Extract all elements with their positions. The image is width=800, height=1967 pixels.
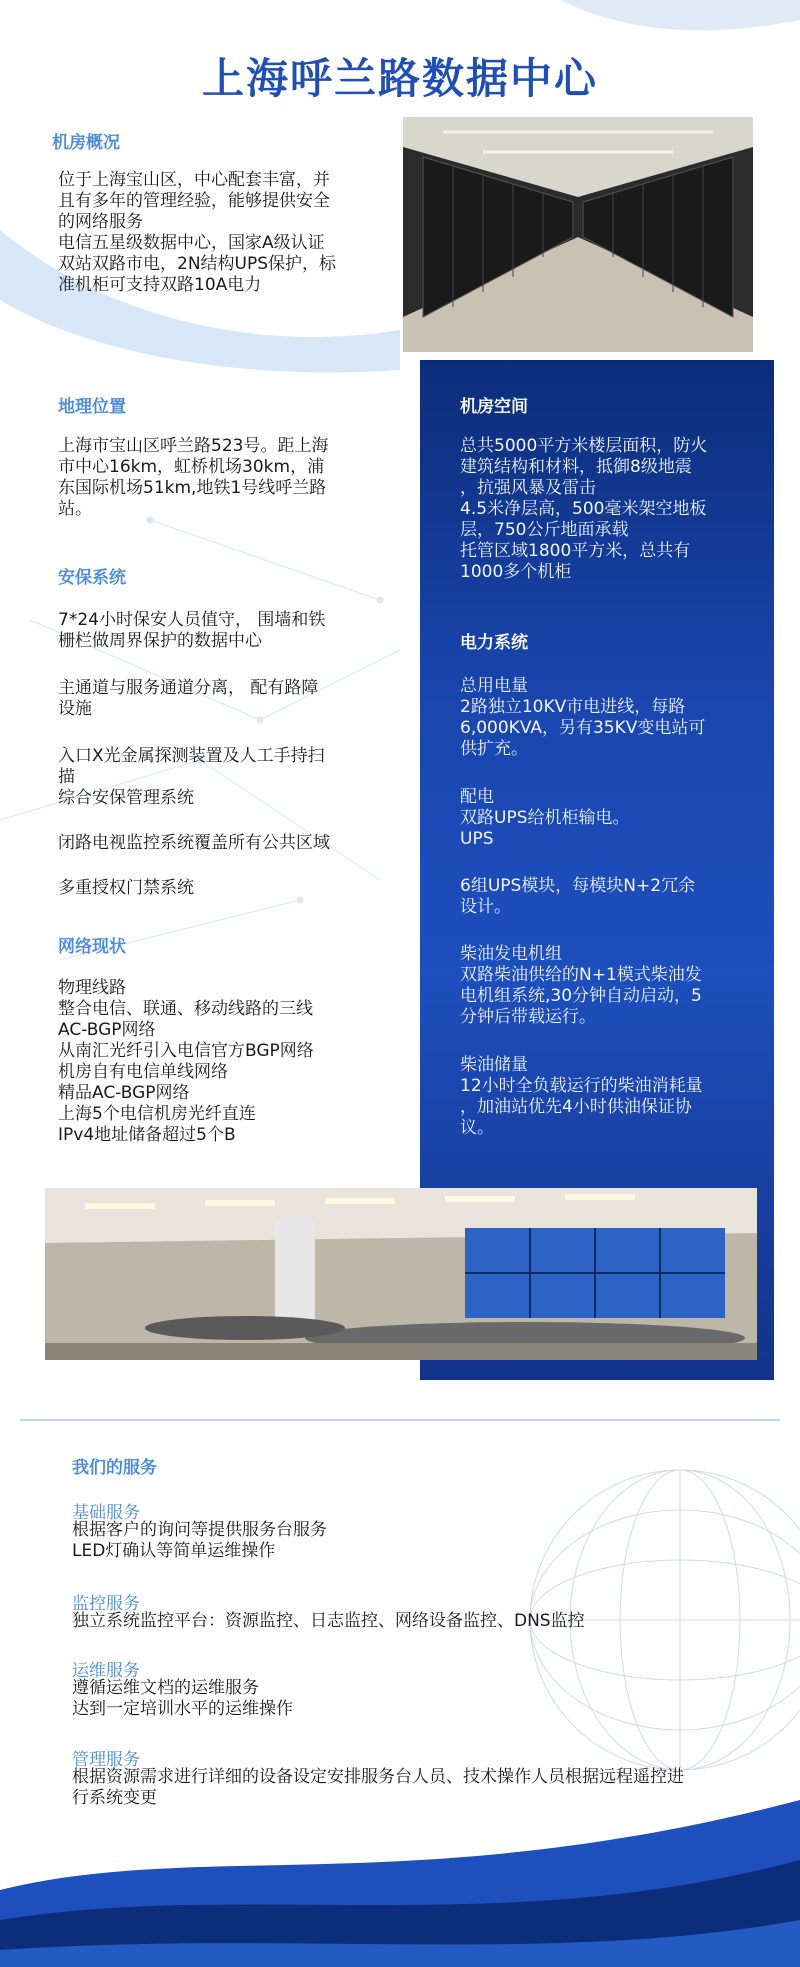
network-text: 物理线路 整合电信、联通、移动线路的三线 AC-BGP网络 从南汇光纤引入电信官方BGP网络 机房自有电信单线网络 精品AC-BGP网络 上海5个电信机房光纤直连 IPv4地址储备超过5个B [58,978,314,1145]
service-title: 基础服务 [72,1503,140,1523]
security-item: 7*24小时保安人员值守， 围墙和铁 栅栏做周界保护的数据中心 [58,610,326,651]
service-text: 根据客户的询问等提供服务台服务 LED灯确认等简单运维操作 [72,1520,327,1561]
security-item: 闭路电视监控系统覆盖所有公共区域 [58,833,330,853]
bottom-wave-decoration [0,1780,800,1967]
server-room-photo [403,117,753,352]
security-item: 入口X光金属探测装置及人工手持扫 描 综合安保管理系统 [58,746,325,808]
network-heading: 网络现状 [58,937,126,957]
power-item: 柴油储量 12小时全负载运行的柴油消耗量 ，加油站优先4小时供油保证协 议。 [460,1055,703,1138]
power-item: 6组UPS模块，每模块N+2冗余 设计。 [460,876,696,917]
power-item: 柴油发电机组 双路柴油供给的N+1模式柴油发 电机组系统,30分钟自动启动，5 分钟后带载运行。 [460,944,702,1027]
service-text: 遵循运维文档的运维服务 达到一定培训水平的运维操作 [72,1678,293,1719]
service-title: 运维服务 [72,1661,140,1681]
location-text: 上海市宝山区呼兰路523号。距上海 市中心16km，虹桥机场30km，浦 东国际机场51km,地铁1号线呼兰路 站。 [58,436,329,519]
space-text: 总共5000平方米楼层面积，防火 建筑结构和材料，抵御8级地震 ，抗强风暴及雷击 4.5米净层高，500毫米架空地板 层，750公斤地面承载 托管区域1800平方米，总共有 1000多个机柜 [460,436,708,582]
space-heading: 机房空间 [460,397,528,417]
control-room-photo [45,1188,757,1360]
security-item: 主通道与服务通道分离， 配有路障 设施 [58,678,319,719]
overview-heading: 机房概况 [52,133,120,153]
page-title: 上海呼兰路数据中心 [201,54,598,103]
overview-text: 位于上海宝山区，中心配套丰富，并 且有多年的管理经验，能够提供安全 的网络服务 电信五星级数据中心，国家A级认证 双站双路市电，2N结构UPS保护，标 准机柜可支持双路10A电力 [58,170,337,295]
security-item: 多重授权门禁系统 [58,878,194,898]
power-item: 总用电量 2路独立10KV市电进线，每路 6,000KVA，另有35KV变电站可 供扩充。 [460,676,706,759]
power-heading: 电力系统 [460,633,528,653]
service-title: 管理服务 [72,1750,140,1770]
power-item: 配电 双路UPS给机柜输电。 UPS [460,787,630,849]
security-heading: 安保系统 [58,568,126,588]
location-heading: 地理位置 [58,397,126,417]
service-title: 监控服务 [72,1594,140,1614]
service-text: 根据资源需求进行详细的设备设定安排服务台人员、技术操作人员根据远程遥控进 行系统变更 [72,1767,684,1808]
services-heading: 我们的服务 [72,1458,157,1478]
service-text: 独立系统监控平台：资源监控、日志监控、网络设备监控、DNS监控 [72,1611,585,1631]
